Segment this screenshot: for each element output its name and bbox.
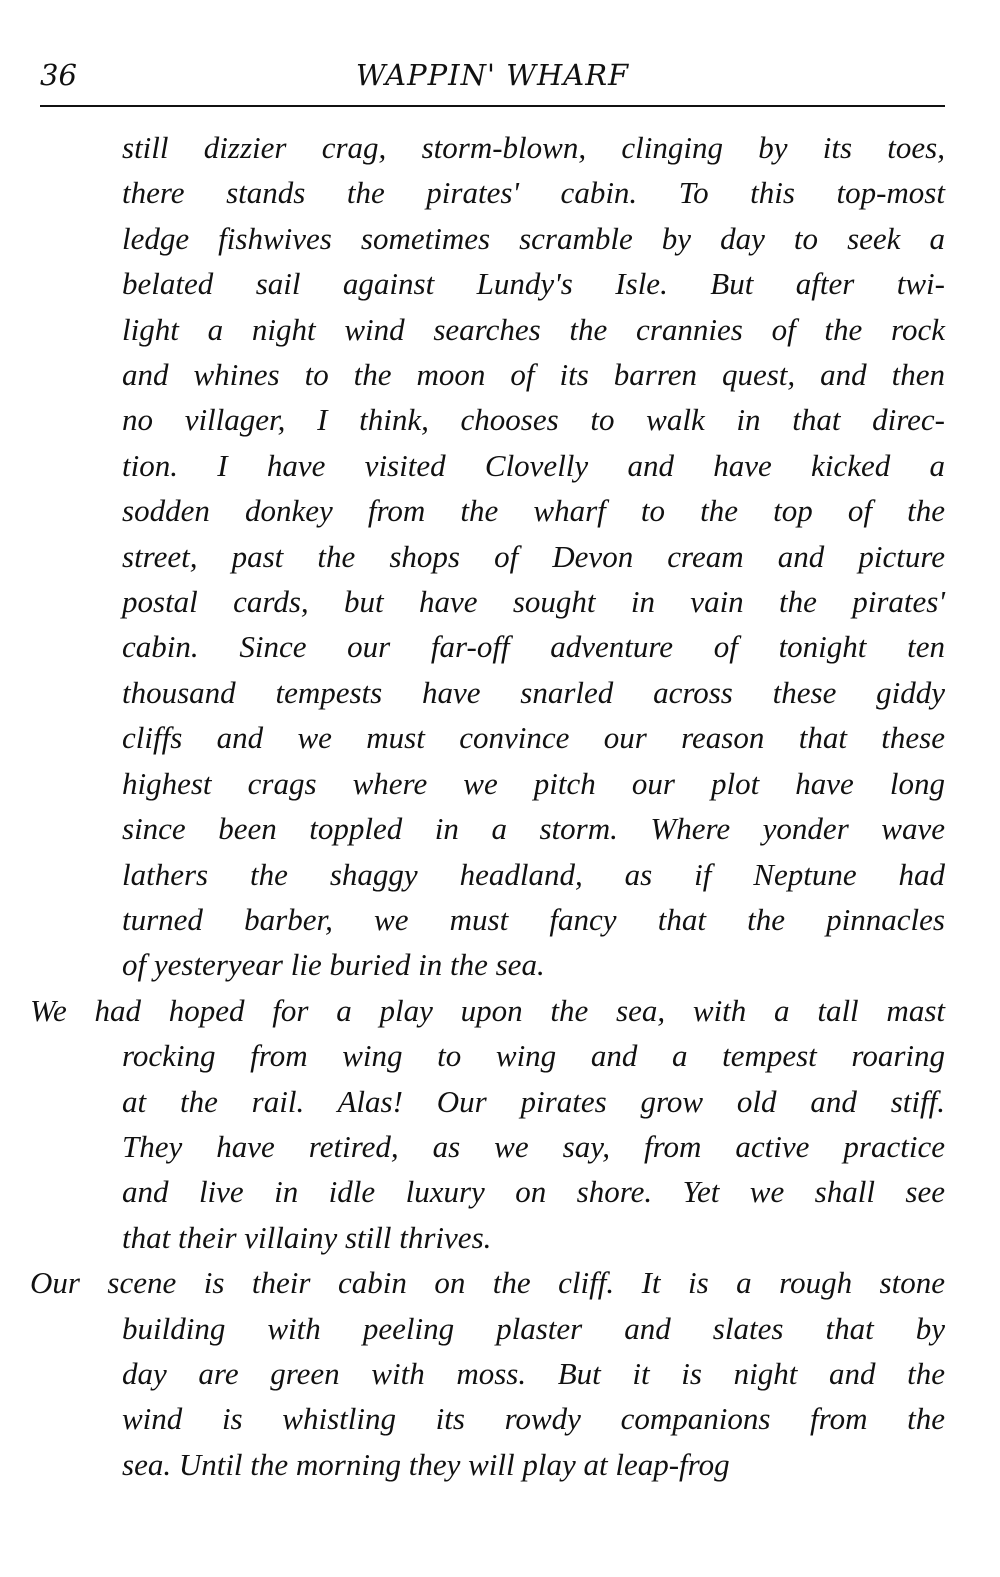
text-line: day are green with moss. But it is night and the (122, 1355, 945, 1391)
text-line: thousand tempests have snarled across these giddy (122, 674, 945, 710)
text-line: still dizzier crag, storm-blown, clinging by its toes, (122, 130, 945, 165)
page-number: 36 (40, 58, 77, 92)
paragraph (30, 1260, 945, 1487)
text-line: wind is whistling its rowdy companions from the (122, 1401, 945, 1437)
text-line: light a night wind searches the crannies of the rock (122, 311, 945, 347)
text-line: We had hoped for a play upon the sea, with a tall mast (30, 992, 945, 1028)
text-line: at the rail. Alas! Our pirates grow old and stiff. (122, 1083, 945, 1119)
text-line: that their villainy still thrives. (122, 1219, 492, 1255)
text-line: lathers the shaggy headland, as if Neptune had (122, 856, 945, 892)
paragraph (30, 125, 945, 988)
text-line: there stands the pirates' cabin. To this top-most (122, 175, 945, 211)
text-line: and live in idle luxury on shore. Yet we shall see (122, 1174, 945, 1210)
body-text (30, 125, 945, 1487)
text-line: sodden donkey from the wharf to the top of the (122, 493, 945, 529)
text-line: cabin. Since our far-off adventure of tonight ten (122, 629, 945, 665)
text-line: highest crags where we pitch our plot have long (122, 765, 945, 801)
text-line: rocking from wing to wing and a tempest roaring (122, 1038, 945, 1074)
text-line: building with peeling plaster and slates that by (122, 1310, 945, 1346)
running-head (40, 55, 945, 101)
text-line: no villager, I think, chooses to walk in that direc- (122, 402, 945, 438)
text-line: postal cards, but have sought in vain the pirates' (122, 584, 945, 620)
text-line: Our scene is their cabin on the cliff. It is a rough stone (30, 1265, 945, 1301)
text-line: of yesteryear lie buried in the sea. (122, 947, 545, 983)
header-rule (40, 105, 945, 107)
text-line: tion. I have visited Clovelly and have kicked a (122, 447, 945, 483)
text-line: turned barber, we must fancy that the pinnacles (122, 901, 945, 937)
running-title: WAPPIN' WHARF (355, 58, 630, 92)
text-line: street, past the shops of Devon cream and picture (122, 538, 945, 574)
text-line: ledge fishwives sometimes scramble by day to seek a (122, 220, 945, 256)
text-line: and whines to the moon of its barren quest, and then (122, 357, 945, 393)
text-line: belated sail against Lundy's Isle. But after twi- (122, 266, 945, 302)
text-line: cliffs and we must convince our reason that these (122, 720, 945, 756)
paragraph (30, 988, 945, 1260)
text-line: sea. Until the morning they will play at leap-frog (122, 1446, 730, 1482)
text-line: They have retired, as we say, from active practice (122, 1128, 945, 1164)
text-line: since been toppled in a storm. Where yonder wave (122, 811, 945, 847)
